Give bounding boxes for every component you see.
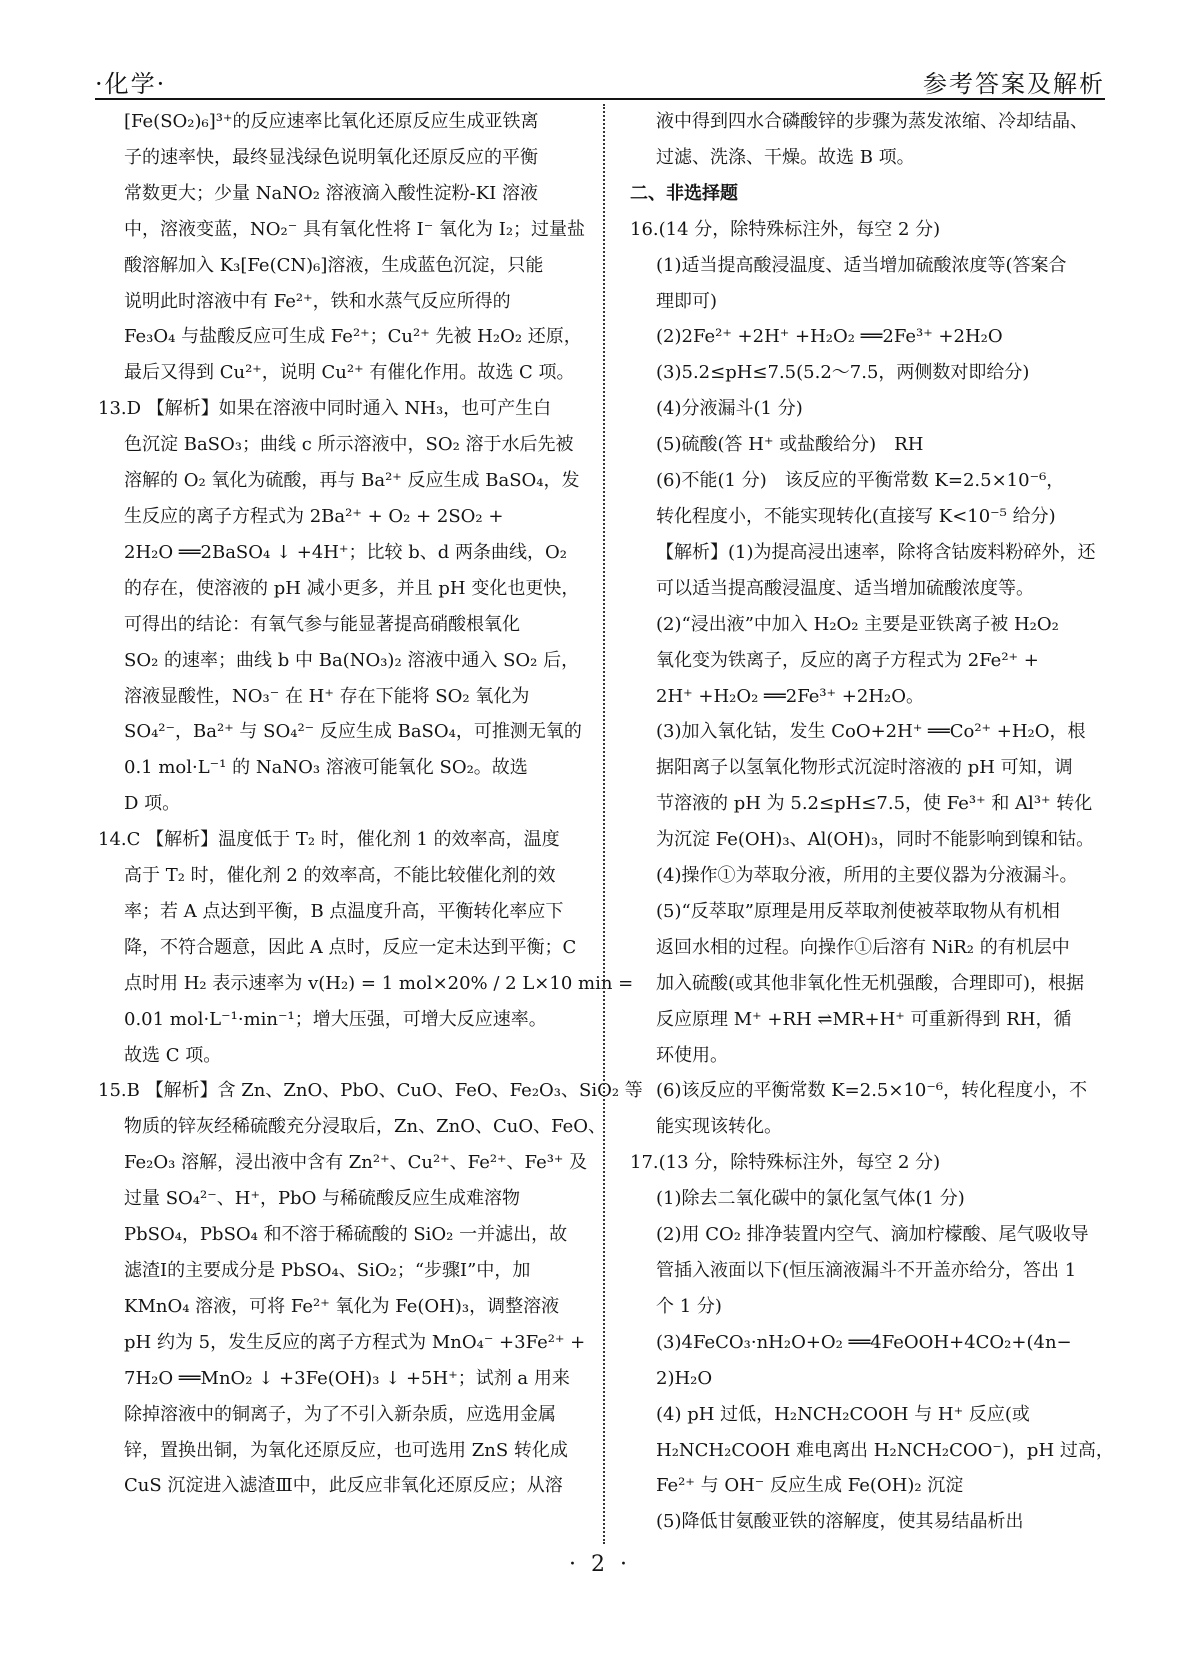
left-text-line: 子的速率快，最终显浅绿色说明氧化还原反应的平衡 — [124, 146, 538, 168]
header-title: 参考答案及解析 — [923, 70, 1105, 98]
left-text-line: 过量 SO₄²⁻、H⁺，PbO 与稀硫酸反应生成难溶物 — [124, 1188, 521, 1210]
right-text-line: (4)分液漏斗(1 分) — [656, 398, 803, 420]
right-text-line: 液中得到四水合磷酸锌的步骤为蒸发浓缩、冷却结晶、 — [656, 111, 1088, 132]
left-text-line: 点时用 H₂ 表示速率为 v(H₂) = 1 mol×20% / 2 L×10 min = — [124, 972, 634, 994]
left-text-line: 常数更大；少量 NaNO₂ 溶液滴入酸性淀粉-KI 溶液 — [124, 182, 539, 204]
left-text-line: SO₄²⁻，Ba²⁺ 与 SO₄²⁻ 反应生成 BaSO₄，可推测无氧的 — [124, 721, 582, 743]
right-text-line: (2)用 CO₂ 排净装置内空气、滴加柠檬酸、尾气吸收导 — [656, 1224, 1089, 1246]
page-header — [95, 62, 1105, 100]
right-text-line: 二、非选择题 — [630, 182, 738, 204]
left-text-line: 物质的锌灰经稀硫酸充分浸取后，Zn、ZnO、CuO、FeO、 — [124, 1116, 606, 1138]
left-text-line: 13.D 【解析】如果在溶液中同时通入 NH₃，也可产生白 — [98, 398, 552, 420]
right-text-line: 转化程度小，不能实现转化(直接写 K<10⁻⁵ 给分) — [656, 505, 1056, 527]
right-text-line: (5)“反萃取”原理是用反萃取剂使被萃取物从有机相 — [656, 900, 1060, 922]
right-text-line: (3)加入氧化钴，发生 CoO+2H⁺ ══Co²⁺ +H₂O，根 — [656, 721, 1086, 743]
right-text-line: (6)该反应的平衡常数 K=2.5×10⁻⁶，转化程度小，不 — [656, 1080, 1088, 1102]
left-text-line: 除掉溶液中的铜离子，为了不引入新杂质，应选用金属 — [124, 1403, 556, 1425]
right-text-line: 17.(13 分，除特殊标注外，每空 2 分) — [630, 1152, 941, 1174]
right-text-line: (6)不能(1 分) 该反应的平衡常数 K=2.5×10⁻⁶， — [656, 470, 1065, 492]
right-text-line: H₂NCH₂COOH 难电离出 H₂NCH₂COO⁻)，pH 过高， — [656, 1439, 1114, 1461]
right-text-line: (3)5.2≤pH≤7.5(5.2～7.5，两侧数对即给分) — [656, 362, 1030, 384]
right-text-line: (4)操作①为萃取分液，所用的主要仪器为分液漏斗。 — [656, 865, 1078, 887]
right-text-line: 管插入液面以下(恒压滴液漏斗不开盖亦给分，答出 1 — [656, 1260, 1077, 1281]
left-text-line: 故选 C 项。 — [124, 1044, 222, 1066]
left-text-line: 锌，置换出铜，为氧化还原反应，也可选用 ZnS 转化成 — [124, 1439, 568, 1461]
right-text-line: 环使用。 — [656, 1044, 728, 1066]
left-text-line: 0.01 mol·L⁻¹·min⁻¹；增大压强，可增大反应速率。 — [124, 1008, 547, 1030]
left-text-line: 降，不符合题意，因此 A 点时，反应一定未达到平衡；C — [124, 936, 577, 958]
right-text-line: (1)适当提高酸浸温度、适当增加硫酸浓度等(答案合 — [656, 254, 1067, 276]
right-text-line: 据阳离子以氢氧化物形式沉淀时溶液的 pH 可知，调 — [656, 757, 1073, 779]
left-text-line: 的存在，使溶液的 pH 减小更多，并且 pH 变化也更快， — [124, 577, 580, 599]
left-text-line: SO₂ 的速率；曲线 b 中 Ba(NO₃)₂ 溶液中通入 SO₂ 后， — [124, 649, 580, 671]
right-column — [630, 104, 1114, 1540]
left-text-line: 2H₂O ══2BaSO₄ ↓ +4H⁺；比较 b、d 两条曲线，O₂ — [124, 541, 567, 563]
left-text-line: 溶液显酸性，NO₃⁻ 在 H⁺ 存在下能将 SO₂ 氧化为 — [124, 685, 530, 707]
left-column — [98, 104, 643, 1504]
left-text-line: pH 约为 5，发生反应的离子方程式为 MnO₄⁻ +3Fe²⁺ + — [124, 1331, 586, 1353]
left-text-line: Fe₃O₄ 与盐酸反应可生成 Fe²⁺；Cu²⁺ 先被 H₂O₂ 还原， — [124, 326, 582, 348]
left-text-line: 14.C 【解析】温度低于 T₂ 时，催化剂 1 的效率高，温度 — [98, 829, 560, 851]
left-text-line: PbSO₄，PbSO₄ 和不溶于稀硫酸的 SiO₂ 一并滤出，故 — [124, 1224, 568, 1246]
right-text-line: 可以适当提高酸浸温度、适当增加硫酸浓度等。 — [656, 577, 1034, 599]
right-text-line: (4) pH 过低，H₂NCH₂COOH 与 H⁺ 反应(或 — [656, 1403, 1030, 1425]
left-text-line: 可得出的结论：有氧气参与能显著提高硝酸根氧化 — [124, 613, 520, 635]
left-text-line: D 项。 — [124, 793, 181, 815]
right-text-line: 过滤、洗涤、干燥。故选 B 项。 — [656, 146, 915, 168]
left-text-line: 中，溶液变蓝，NO₂⁻ 具有氧化性将 I⁻ 氧化为 I₂；过量盐 — [124, 218, 586, 240]
left-text-line: 酸溶解加入 K₃[Fe(CN)₆]溶液，生成蓝色沉淀，只能 — [124, 254, 544, 276]
right-text-line: (2)“浸出液”中加入 H₂O₂ 主要是亚铁离子被 H₂O₂ — [656, 613, 1059, 635]
left-text-line: 率；若 A 点达到平衡，B 点温度升高，平衡转化率应下 — [124, 900, 564, 922]
page-number: · 2 · — [569, 1552, 631, 1577]
right-text-line: (5)硫酸(答 H⁺ 或盐酸给分) RH — [656, 434, 924, 456]
right-text-line: 【解析】(1)为提高浸出速率，除将含钴废料粉碎外，还 — [656, 541, 1096, 563]
right-text-line: Fe²⁺ 与 OH⁻ 反应生成 Fe(OH)₂ 沉淀 — [656, 1475, 964, 1497]
right-text-line: (1)除去二氧化碳中的氯化氢气体(1 分) — [656, 1188, 965, 1210]
left-text-line: [Fe(SO₂)₆]³⁺的反应速率比氧化还原反应生成亚铁离 — [124, 111, 539, 132]
right-text-line: 理即可) — [656, 290, 718, 312]
right-text-line: 节溶液的 pH 为 5.2≤pH≤7.5，使 Fe³⁺ 和 Al³⁺ 转化 — [656, 793, 1093, 815]
left-text-line: Fe₂O₃ 溶解，浸出液中含有 Zn²⁺、Cu²⁺、Fe²⁺、Fe³⁺ 及 — [124, 1152, 588, 1174]
left-text-line: 溶解的 O₂ 氧化为硫酸，再与 Ba²⁺ 反应生成 BaSO₄，发 — [124, 470, 580, 492]
subject-label: ·化学· — [95, 70, 167, 98]
left-text-line: 说明此时溶液中有 Fe²⁺，铁和水蒸气反应所得的 — [124, 290, 511, 312]
left-text-line: 7H₂O ══MnO₂ ↓ +3Fe(OH)₃ ↓ +5H⁺；试剂 a 用来 — [124, 1367, 570, 1389]
right-text-line: (2)2Fe²⁺ +2H⁺ +H₂O₂ ══2Fe³⁺ +2H₂O — [656, 326, 1003, 348]
right-text-line: (3)4FeCO₃·nH₂O+O₂ ══4FeOOH+4CO₂+(4n− — [656, 1331, 1072, 1353]
left-text-line: KMnO₄ 溶液，可将 Fe²⁺ 氧化为 Fe(OH)₃，调整溶液 — [124, 1295, 560, 1317]
right-text-line: 能实现该转化。 — [656, 1116, 782, 1138]
right-text-line: 为沉淀 Fe(OH)₃、Al(OH)₃，同时不能影响到镍和钴。 — [656, 829, 1095, 851]
left-text-line: 高于 T₂ 时，催化剂 2 的效率高，不能比较催化剂的效 — [124, 865, 556, 887]
right-text-line: 个 1 分) — [656, 1295, 722, 1317]
right-text-line: 16.(14 分，除特殊标注外，每空 2 分) — [630, 218, 941, 240]
column-divider — [603, 104, 605, 1544]
right-text-line: 氧化变为铁离子，反应的离子方程式为 2Fe²⁺ + — [656, 649, 1039, 671]
left-text-line: 生反应的离子方程式为 2Ba²⁺ + O₂ + 2SO₂ + — [124, 505, 504, 527]
right-text-line: 反应原理 M⁺ +RH ⇌MR+H⁺ 可重新得到 RH，循 — [656, 1008, 1072, 1030]
left-text-line: 色沉淀 BaSO₃；曲线 c 所示溶液中，SO₂ 溶于水后先被 — [124, 434, 574, 456]
right-text-line: (5)降低甘氨酸亚铁的溶解度，使其易结晶析出 — [656, 1511, 1024, 1533]
left-text-line: 滤渣Ⅰ的主要成分是 PbSO₄、SiO₂；“步骤Ⅰ”中，加 — [124, 1260, 531, 1281]
left-text-line: 最后又得到 Cu²⁺，说明 Cu²⁺ 有催化作用。故选 C 项。 — [124, 362, 575, 384]
right-text-line: 2H⁺ +H₂O₂ ══2Fe³⁺ +2H₂O。 — [656, 685, 924, 707]
right-text-line: 加入硫酸(或其他非氧化性无机强酸，合理即可)，根据 — [656, 972, 1085, 994]
left-text-line: 15.B 【解析】含 Zn、ZnO、PbO、CuO、FeO、Fe₂O₃、SiO₂ 等 — [98, 1080, 643, 1102]
left-text-line: 0.1 mol·L⁻¹ 的 NaNO₃ 溶液可能氧化 SO₂。故选 — [124, 757, 528, 779]
right-text-line: 2)H₂O — [656, 1367, 713, 1389]
right-text-line: 返回水相的过程。向操作①后溶有 NiR₂ 的有机层中 — [656, 936, 1070, 958]
left-text-line: CuS 沉淀进入滤渣Ⅲ中，此反应非氧化还原反应；从溶 — [124, 1475, 563, 1497]
